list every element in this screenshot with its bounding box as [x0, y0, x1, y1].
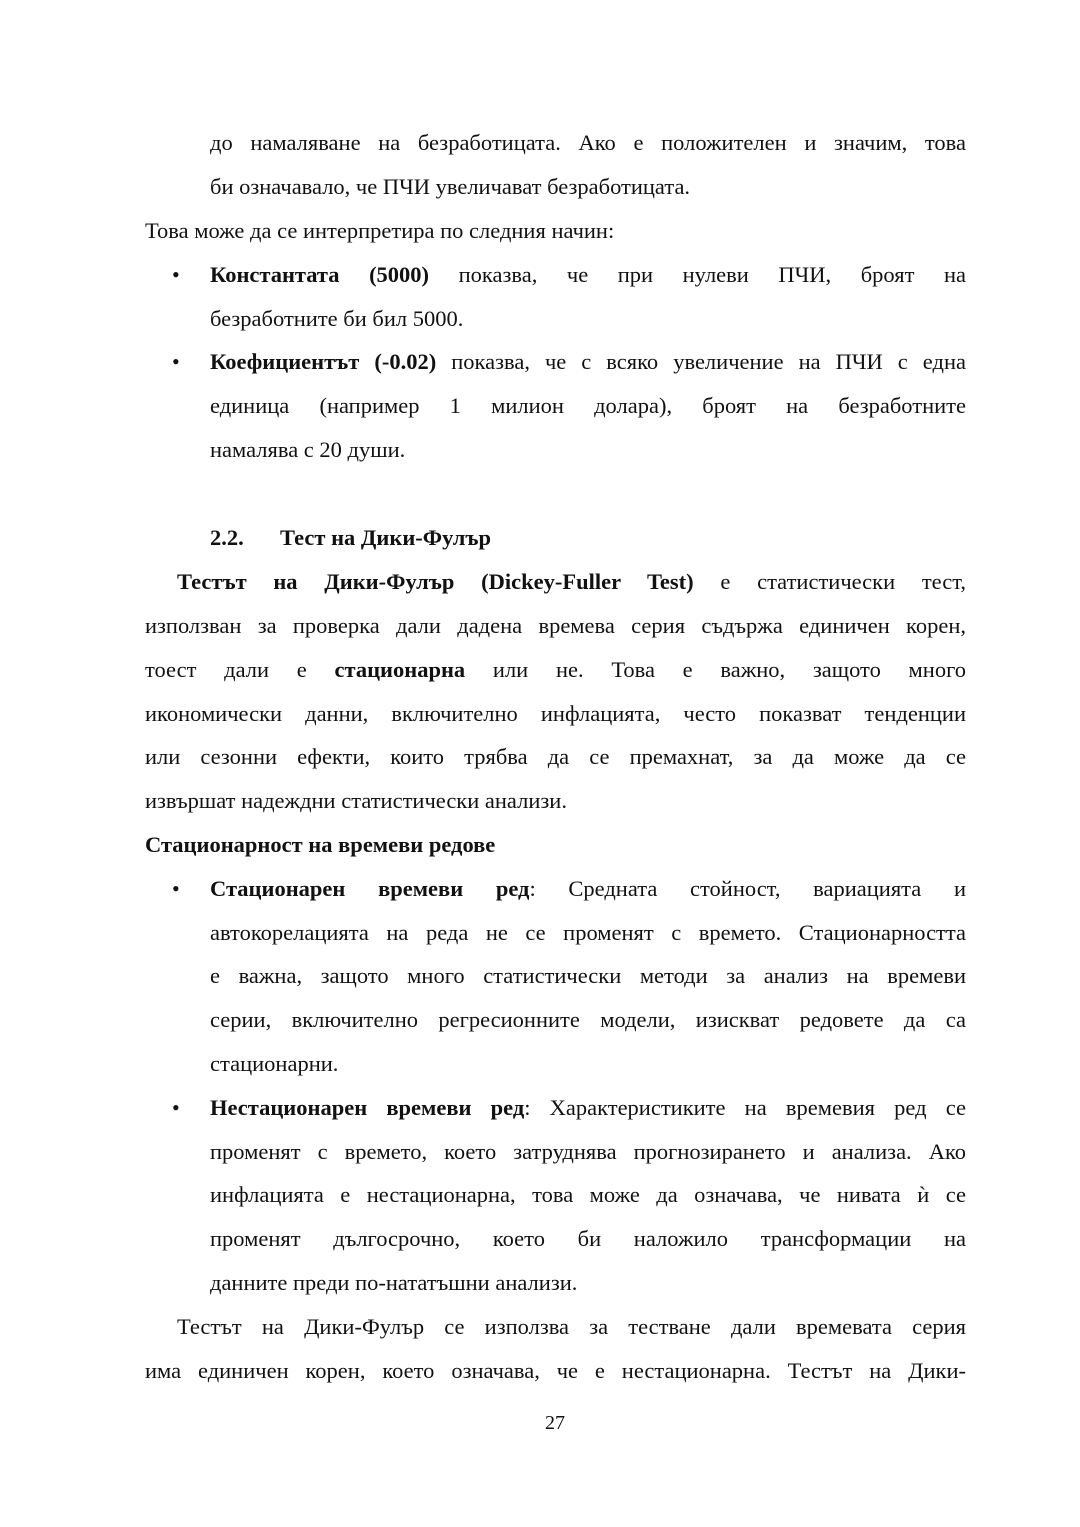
section-heading	[210, 523, 491, 553]
final-paragraph-line-1: Тестът на Дики-Фулър се използва за тестване дали времевата серия	[177, 1314, 966, 1339]
bullet-icon: •	[172, 1095, 180, 1120]
bullet-coefficient-line-3: намалява с 20 души.	[210, 437, 406, 462]
bullet-nonstationary-term: Нестационарен времеви ред	[210, 1095, 525, 1120]
stationary-term: стационарна	[334, 657, 466, 682]
bullet-stationary-line-2: автокорелацията на реда не се променят с времето. Стационарността	[210, 920, 966, 945]
df-paragraph-line-3: тоест дали е стационарна или не. Това е важно, защото много	[145, 657, 966, 682]
bullet-stationary-line-1: Стационарен времеви ред: Средната стойност, вариацията и	[210, 876, 966, 901]
bullet-stationary-line-4: серии, включително регресионните модели, изискват редовете да са	[210, 1007, 966, 1032]
df-paragraph-line-4: икономически данни, включително инфлацията, често показват тенденции	[145, 701, 966, 726]
bullet-constant-line-1: Константата (5000) показва, че при нулеви ПЧИ, броят на	[210, 262, 966, 287]
bullet-stationary-line-5: стационарни.	[210, 1051, 339, 1076]
bullet-icon: •	[172, 349, 180, 374]
df-paragraph-line-6: извършат надеждни статистически анализи.	[145, 788, 567, 813]
bullet-nonstationary-line-1: Нестационарен времеви ред: Характеристиките на времевия ред се	[210, 1095, 966, 1120]
bullet-constant-term: Константата (5000)	[210, 262, 430, 287]
bullet-nonstationary-line-3: инфлацията е нестационарна, това може да означава, че нивата ѝ се	[210, 1182, 966, 1207]
bullet-icon: •	[172, 262, 180, 287]
bullet-stationary-term: Стационарен времеви ред	[210, 876, 530, 901]
continuation-line-2: би означавало, че ПЧИ увеличават безработицата.	[210, 174, 691, 199]
bullet-coefficient-line-1: Коефициентът (-0.02) показва, че с всяко увеличение на ПЧИ с една	[210, 349, 966, 374]
df-paragraph-line-1: Тестът на Дики-Фулър (Dickey-Fuller Test) е статистически тест,	[177, 569, 966, 594]
intro-text: Това може да се интерпретира по следния начин:	[145, 218, 615, 243]
bullet-nonstationary-line-5: данните преди по-нататъшни анализи.	[210, 1270, 578, 1295]
section-number: 2.2.	[210, 525, 244, 550]
bullet-icon: •	[172, 876, 180, 901]
df-paragraph-line-2: използван за проверка дали дадена времева серия съдържа единичен корен,	[145, 613, 966, 638]
page-number: 27	[545, 1412, 565, 1434]
section-title: Тест на Дики-Фулър	[280, 525, 492, 550]
final-paragraph-line-2: има единичен корен, което означава, че е нестационарна. Тестът на Дики-	[145, 1358, 966, 1383]
bullet-nonstationary-line-2: променят с времето, което затруднява прогнозирането и анализа. Ако	[210, 1139, 966, 1164]
bullet-nonstationary-line-4: променят дългосрочно, което би наложило трансформации на	[210, 1226, 966, 1251]
stationarity-subheading: Стационарност на времеви редове	[145, 832, 496, 857]
bullet-coefficient-term: Коефициентът (-0.02)	[210, 349, 437, 374]
df-term: Тестът на Дики-Фулър (Dickey-Fuller Test)	[177, 569, 694, 594]
bullet-constant-line-2: безработните би бил 5000.	[210, 306, 464, 331]
continuation-line-1: до намаляване на безработицата. Ако е положителен и значим, това	[210, 130, 966, 155]
bullet-stationary-line-3: е важна, защото много статистически методи за анализ на времеви	[210, 963, 966, 988]
bullet-coefficient-line-2: единица (например 1 милион долара), броят на безработните	[210, 393, 966, 418]
df-paragraph-line-5: или сезонни ефекти, които трябва да се премахнат, за да може да се	[145, 744, 966, 769]
